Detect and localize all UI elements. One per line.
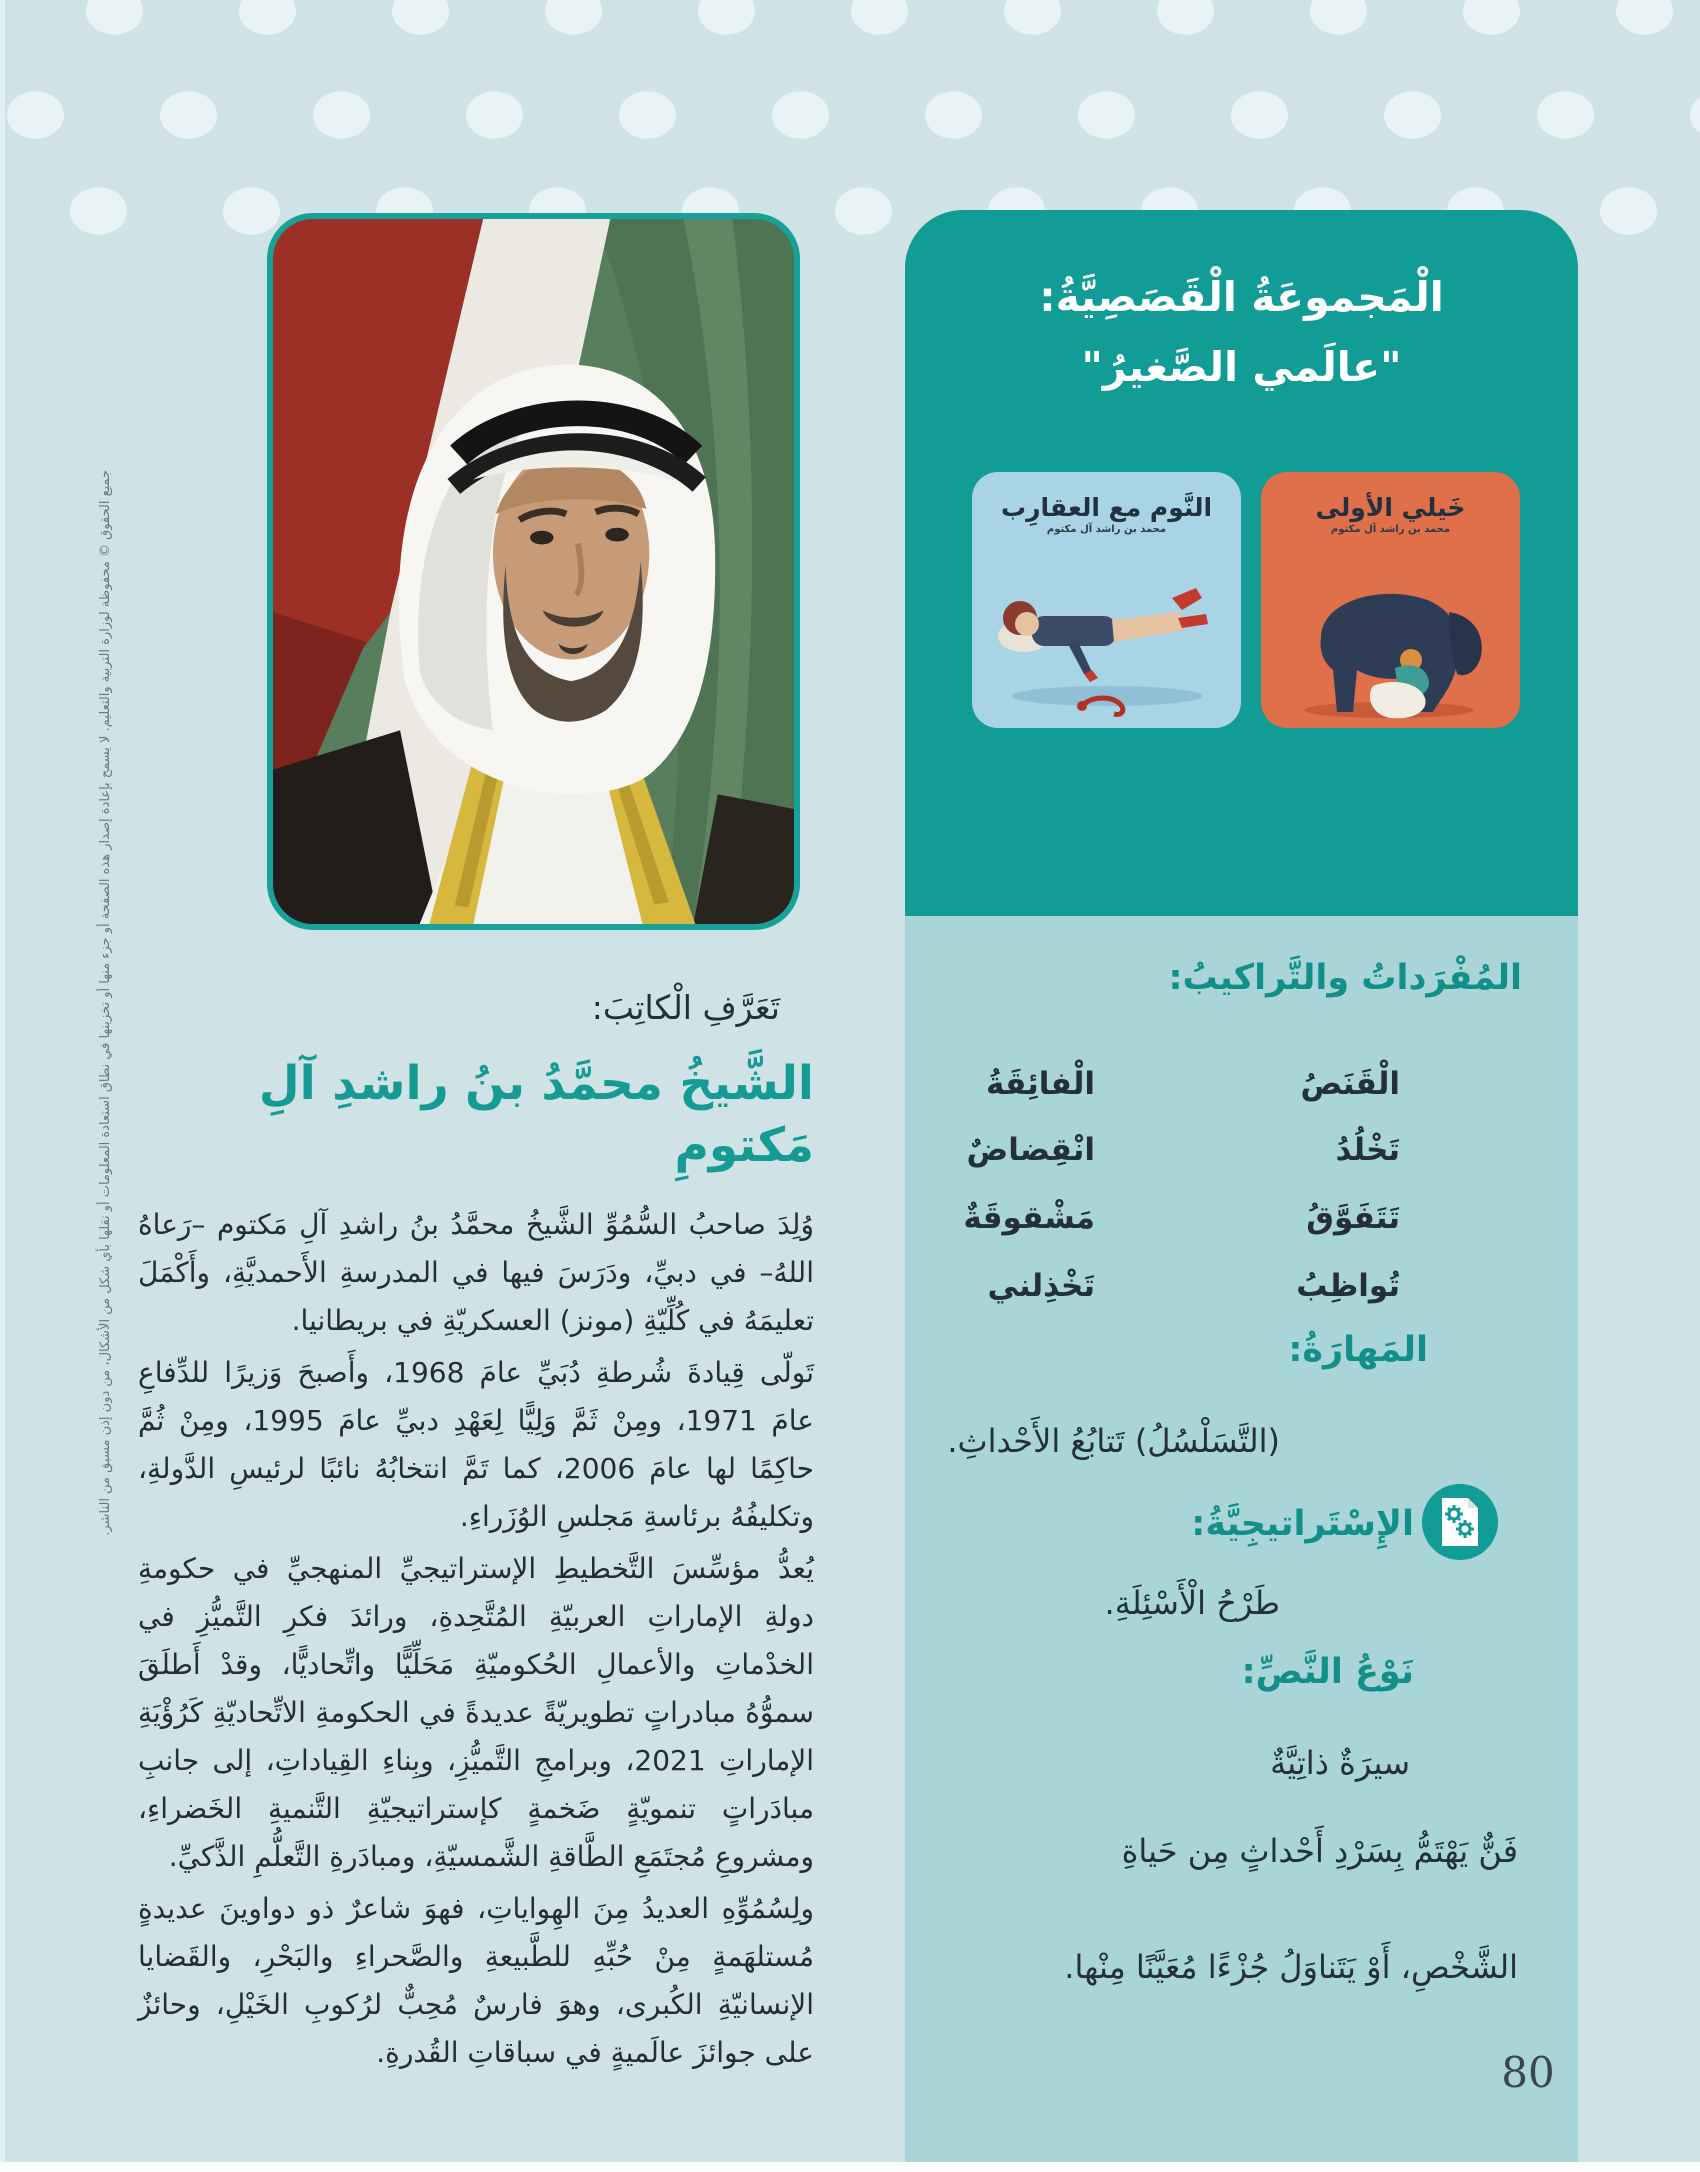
text-type-definition-line2: الشَّخْصِ، أَوْ يَتَناوَلُ جُزْءًا مُعَيَّنًا مِنْها. <box>1064 1948 1518 1986</box>
author-section <box>138 988 814 2081</box>
skill-text: (التَّسَلْسُلُ) تَتابُعُ الأَحْداثِ. <box>947 1422 1280 1460</box>
vocab-word: تَخْلُدُ <box>1335 1132 1400 1168</box>
vocab-word: تَخْذِلني <box>987 1268 1095 1304</box>
text-type-definition-line1: فَنٌّ يَهْتَمُّ بِسَرْدِ أَحْداثٍ مِن حَياةِ <box>1121 1832 1518 1870</box>
bio-paragraph: ولِسُمُوِّهِ العديدُ مِنَ الهِواياتِ، فهوَ شاعرٌ ذو دواوينَ عديدةٍ مُستلهَمةٍ مِنْ حُبِّهِ للطَّبيعةِ والصَّحراءِ والبَحْرِ، والقَضايا الإنسانيّةِ الكُبرى، وهوَ فارسٌ مُحِبٌّ لرُكوبِ الخَيْلِ، وحائزٌ على جوائزَ عالَميةٍ في سباقاتِ القُدرةِ. <box>138 1892 814 2069</box>
study-panel <box>905 916 1578 2162</box>
page-left-edge <box>0 0 5 2172</box>
book-cover-my-first-horses <box>1261 472 1520 728</box>
page-number: 80 <box>1501 2048 1555 2097</box>
skill-heading: المَهارَةُ: <box>1288 1330 1428 1370</box>
brush-pattern-row <box>0 88 1700 142</box>
bio-paragraph: يُعدُّ مؤسِّسَ التَّخطيطِ الإستراتيجيِّ المنهجيِّ في حكومةِ دولةِ الإماراتِ العربيّةِ المُتَّحِدةِ، ورائدَ فكرِ التَّميُّزِ في الخدْماتِ والأعمالِ الحُكوميّةِ مَحَلِّيًّا واتِّحاديًّا، وقدْ أَطلَقَ سموُّهُ مبادراتٍ تطويريّةً عديدةً في الحكومةِ الاتِّحاديّةِ كَرُؤْيَةِ الإماراتِ 2021، وبرامجِ التَّميُّزِ، وبِناءِ القِياداتِ، إلى جانبِ مبادَراتٍ تنمويّةٍ ضَخمةٍ كإستراتيجيّةِ التَّنميةِ الخَضراءِ، ومشروعِ مُجتَمَعِ الطَّاقةِ الشَّمسيّةِ، ومبادَرةِ التَّعلُّمِ الذَّكيِّ. <box>138 1552 814 1873</box>
book-title: النَّوم مع العقارِب <box>1000 493 1213 522</box>
vocab-word: الْقَنَصُ <box>1300 1066 1400 1102</box>
strategy-icon <box>1422 1484 1498 1560</box>
book-illustration-horse-and-child <box>1261 578 1520 728</box>
vocab-word: تَتَفَوَّقُ <box>1306 1200 1400 1236</box>
text-type-value: سيرَةٌ ذاتِيَّةٌ <box>1270 1744 1410 1782</box>
vocab-word: انْقِضاضٌ <box>966 1132 1095 1168</box>
book-author: محمد بن راشد آل مكتوم <box>1330 524 1451 535</box>
vocab-word: تُواظِبُ <box>1296 1268 1400 1304</box>
author-biography <box>138 1201 814 2077</box>
book-illustration-boy-floating <box>972 578 1241 728</box>
text-type-heading: نَوْعُ النَّصِّ: <box>1241 1652 1414 1692</box>
author-intro-label: تَعَرَّفِ الْكاتِبَ: <box>591 988 780 1027</box>
story-collection-title-line1: الْمَجموعَةُ الْقَصَصِيَّةُ: <box>1039 273 1444 321</box>
vocabulary-heading: المُفْرَداتُ والتَّراكيبُ: <box>1168 958 1522 998</box>
portrait-photo <box>273 219 794 924</box>
bio-paragraph: وُلِدَ صاحبُ السُّمُوِّ الشَّيخُ محمَّدُ بنُ راشدِ آلِ مَكتوم –رَعاهُ اللهُ– في دبيِّ، ودَرَسَ فيها في المدرسةِ الأَحمديَّةِ، وأَكْمَلَ تعليمَهُ في كُلِّيّةِ (مونز) العسكريّةِ في بريطانيا. <box>138 1208 814 1337</box>
book-author: محمد بن راشد آل مكتوم <box>1046 524 1167 535</box>
strategy-heading: الإِسْتَراتيجِيَّةُ: <box>1191 1504 1414 1544</box>
copyright-text: جميع الحقوق © محفوظة لوزارة التربية والتعليم. لا يسمح بإعادة إصدار هذه الصفحة أو جزء منها أو تخزينها في نطاق استعادة المعلومات أو نقلها بأي شكل من الأشكال، من دون إذن مسبق من الناشر. <box>98 470 113 1536</box>
vocab-word: مَشْقوقَةٌ <box>963 1200 1095 1236</box>
book-cover-sleeping-with-scorpions <box>972 472 1241 728</box>
story-collection-title-line2: "عالَمي الصَّغيرُ" <box>1081 343 1402 391</box>
vocab-word: الْفائِقَةُ <box>986 1066 1095 1102</box>
strategy-text: طَرْحُ الْأَسْئِلَةِ. <box>1104 1584 1280 1622</box>
book-title: خَيلي الأولى <box>1315 493 1466 522</box>
author-portrait <box>267 213 800 930</box>
author-name: الشَّيخُ محمَّدُ بنُ راشدِ آلِ مَكتومِ <box>258 1056 814 1173</box>
story-collection-card <box>905 210 1578 916</box>
page-bottom-edge <box>0 2162 1700 2172</box>
brush-pattern-row <box>0 0 1700 38</box>
bio-paragraph: تَولّى قِيادةَ شُرطةِ دُبَيِّ عامَ 1968، وأَصبحَ وَزيرًا للدِّفاعِ عامَ 1971، ومِنْ ثَمَّ وَلِيًّا لِعَهْدِ دبيِّ عامَ 1995، ومِنْ ثُمَّ حاكِمًا لها عامَ 2006، كما تَمَّ انتخابُهُ نائبًا لرئيسِ الدَّولةِ، وتكليفُهُ برئاسةِ مَجلسِ الوُزَراءِ. <box>138 1356 814 1533</box>
